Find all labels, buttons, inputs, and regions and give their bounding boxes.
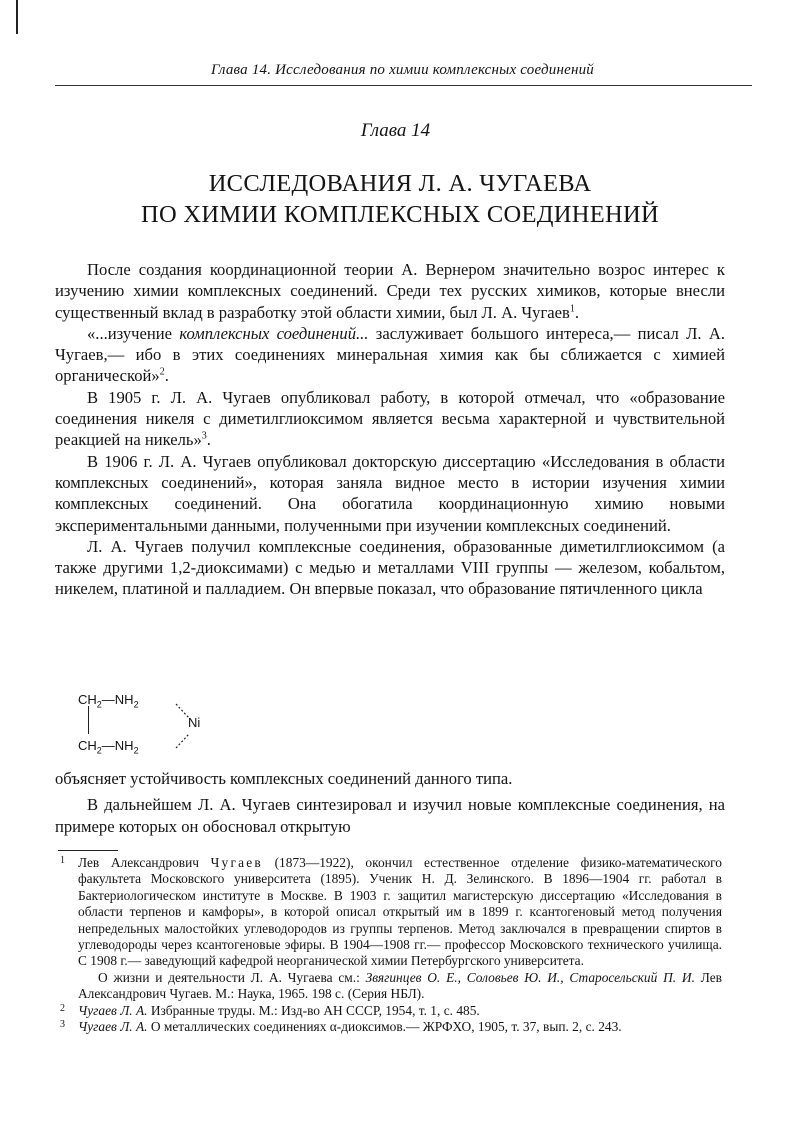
footnote-ref: 2 <box>159 366 165 378</box>
chapter-title-line-2: ПО ХИМИИ КОМПЛЕКСНЫХ СОЕДИНЕНИЙ <box>140 201 660 228</box>
formula-metal: Ni <box>188 715 201 730</box>
formula-subscript: 2 <box>96 745 102 756</box>
footnote-1-continuation <box>58 970 722 1003</box>
chapter-label: Глава 14 <box>360 120 431 141</box>
paragraph-text: В 1905 г. Л. А. Чугаев опубликовал работу, в которой отмечал, что «образование соединения никеля с диметилглиоксимом является весьма характерной и чувствительной реакцией на никель» <box>55 387 725 450</box>
formula-text: CH <box>78 692 97 707</box>
paragraph-text: «...изучение <box>87 323 180 343</box>
formula-subscript: 2 <box>133 745 139 756</box>
footnote-author: Чугаев Л. А. <box>78 1002 148 1018</box>
paragraph-end: . <box>206 430 211 450</box>
footnote-text: О металлических соединениях α-диоксимов.— ЖРФХО, 1905, т. 37, вып. 2, с. 243. <box>147 1019 622 1035</box>
formula-text: CH <box>78 738 97 753</box>
footnote-rule <box>58 850 118 851</box>
footnote-number: 1 <box>60 855 65 866</box>
footnote-number: 3 <box>60 1019 65 1031</box>
footnote-author: Чугаев Л. А. <box>78 1019 148 1035</box>
paragraph-text: После создания координационной теории А. Вернером значительно возрос интерес к изучению химии комплексных соединений. Среди тех русских химиков, которые внесли существенный вклад в разработку этой области химии, был Л. А. Чугаев <box>55 260 725 322</box>
emphasis-text: комплексных соединений... <box>179 323 369 343</box>
paragraph: В дальнейшем Л. А. Чугаев синтезировал и изучил новые комплексные соединения, на примере которых он обосновал открытую <box>55 795 725 836</box>
footnote-ref: 1 <box>569 303 575 315</box>
body-text-continued <box>55 768 725 837</box>
paragraph: Л. А. Чугаев получил комплексные соединения, образованные диметилглиоксимом (а также другими 1,2-диоксимами) с медью и металлами VIII группы — железом, кобальтом, никелем, платиной и палладием. Он впервые показал, что образование пятичленного цикла <box>55 536 725 599</box>
footnote-ref: 3 <box>201 430 207 442</box>
footnote-spaced-name: Чугаев <box>210 855 263 870</box>
footnote-2 <box>58 1003 722 1019</box>
footnote-text: Избранные труды. М.: Изд-во АН СССР, 1954, т. 1, с. 485. <box>147 1002 480 1018</box>
footnotes <box>58 855 722 1035</box>
paragraph: В 1906 г. Л. А. Чугаев опубликовал докторскую диссертацию «Исследования в области комплексных соединений», которая заняла видное место в истории изучения химии комплексных соединений. Она обогатила координационную химию новыми экспериментальными данными, полученными при изучении комплексных соединений. <box>55 451 725 535</box>
footnote-1 <box>58 855 722 970</box>
footnote-text: Лев Александрович Чугаев. М.: Наука, 1965. 198 с. (Серия НБЛ). <box>78 969 722 1002</box>
footnote-number: 2 <box>60 1002 65 1014</box>
paragraph-end: . <box>164 366 169 386</box>
footnote-authors: Звягинцев О. Е., Соловьев Ю. И., Старосельский П. И. <box>365 969 695 985</box>
formula-subscript: 2 <box>133 699 139 710</box>
footnote-text: Лев Александрович <box>78 855 211 870</box>
paragraph: объясняет устойчивость комплексных соединений данного типа. <box>55 769 513 788</box>
footnote-3 <box>58 1019 722 1035</box>
footnote-text: О жизни и деятельности Л. А. Чугаева см.: <box>98 969 366 985</box>
coordination-bond-top <box>176 704 189 718</box>
chapter-title-line-1: ИССЛЕДОВАНИЯ Л. А. ЧУГАЕВА <box>208 170 592 197</box>
formula-subscript: 2 <box>96 699 102 710</box>
paragraph-text: заслуживает большого интереса,— писал Л. А. Чугаев,— ибо в этих соединениях минеральная химия как бы сближается с химией органической» <box>55 323 725 386</box>
formula-text: —NH <box>101 692 134 707</box>
footnote-text: (1873—1922), окончил естественное отделение физико-математического факультета Московского университета (1895). Ученик Н. Д. Зелинского. В 1896—1904 гг. работал в Бактериологическом институте в Москве. В 1903 г. защитил магистерскую диссертацию «Исследования в области терпенов и камфоры», в которой описал открытый им в 1899 г. ксантогеновый метод получения непредельных малостойких углеводородов из группы терпенов. Метод заключался в превращении спиртов в углеводороды через ксантогеновые эфиры. В 1904—1908 гг.— профессор Московского технического училища. С 1908 г.— заведующий кафедрой неорганической химии Петербургского университета. <box>78 855 722 969</box>
formula-text: —NH <box>101 738 134 753</box>
paragraph-end: . <box>574 302 579 322</box>
coordination-bond-bottom <box>176 734 189 748</box>
running-head: Глава 14. Исследования по химии комплексных соединений <box>211 62 594 78</box>
